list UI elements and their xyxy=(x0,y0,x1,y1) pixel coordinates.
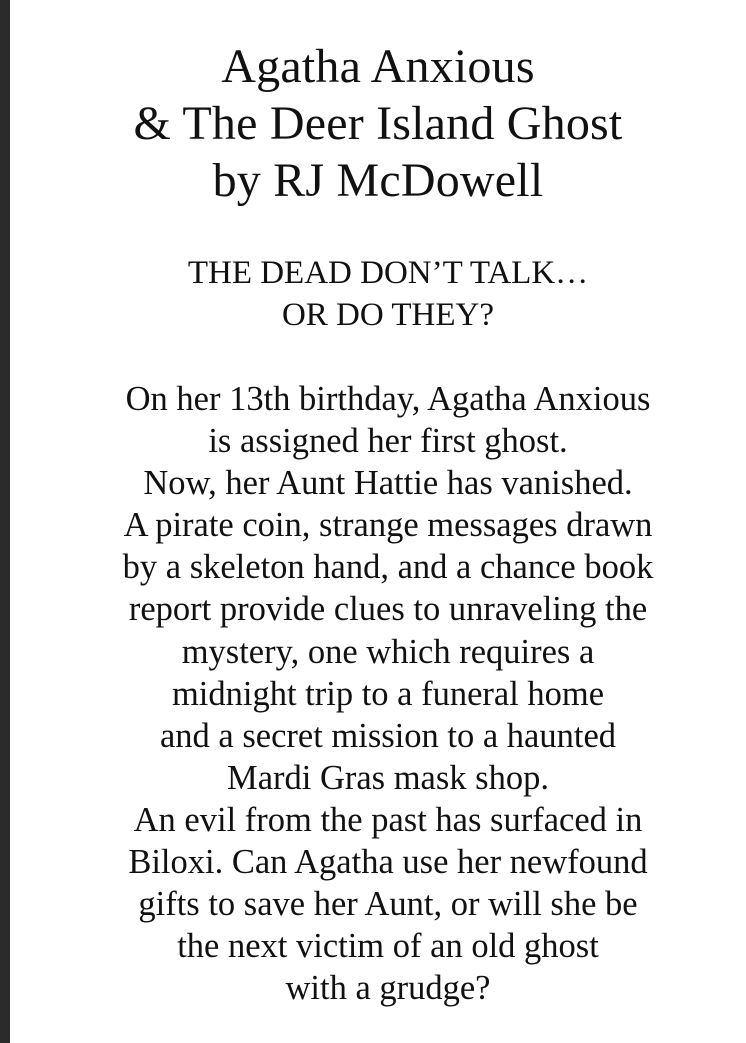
tagline-line: OR DO THEY? xyxy=(281,297,495,333)
blurb-line: midnight trip to a funeral home xyxy=(171,674,605,713)
blurb-line: the next victim of an old ghost xyxy=(177,927,599,966)
author-line: by RJ McDowell xyxy=(212,154,544,207)
blurb-line: On her 13th birthday, Agatha Anxious xyxy=(125,380,651,418)
blurb-line: Mardi Gras mask shop. xyxy=(227,758,549,797)
blurb-line: Biloxi. Can Agatha use her newfound xyxy=(128,843,648,882)
blurb-line: is assigned her first ghost. xyxy=(208,422,568,461)
tagline-line: THE DEAD DON’T TALK… xyxy=(187,255,589,291)
blurb-line: with a grudge? xyxy=(285,969,491,1008)
blurb-line: gifts to save her Aunt, or will she be xyxy=(138,885,638,924)
tagline xyxy=(10,252,746,336)
title-line: Agatha Anxious xyxy=(221,40,535,93)
blurb-line: by a skeleton hand, and a chance book xyxy=(122,548,654,587)
document-content xyxy=(10,0,746,1043)
left-edge-bar xyxy=(0,0,10,1043)
blurb-line: and a secret mission to a haunted xyxy=(159,716,617,755)
blurb-line: report provide clues to unraveling the xyxy=(128,590,648,629)
blurb-line: An evil from the past has surfaced in xyxy=(133,800,643,839)
blurb-line: Now, her Aunt Hattie has vanished. xyxy=(143,464,633,503)
blurb-line: A pirate coin, strange messages drawn xyxy=(123,506,653,545)
blurb-line: mystery, one which requires a xyxy=(181,632,595,671)
title-line: & The Deer Island Ghost xyxy=(133,97,623,150)
book-blurb xyxy=(10,378,746,1009)
book-title xyxy=(10,38,746,209)
